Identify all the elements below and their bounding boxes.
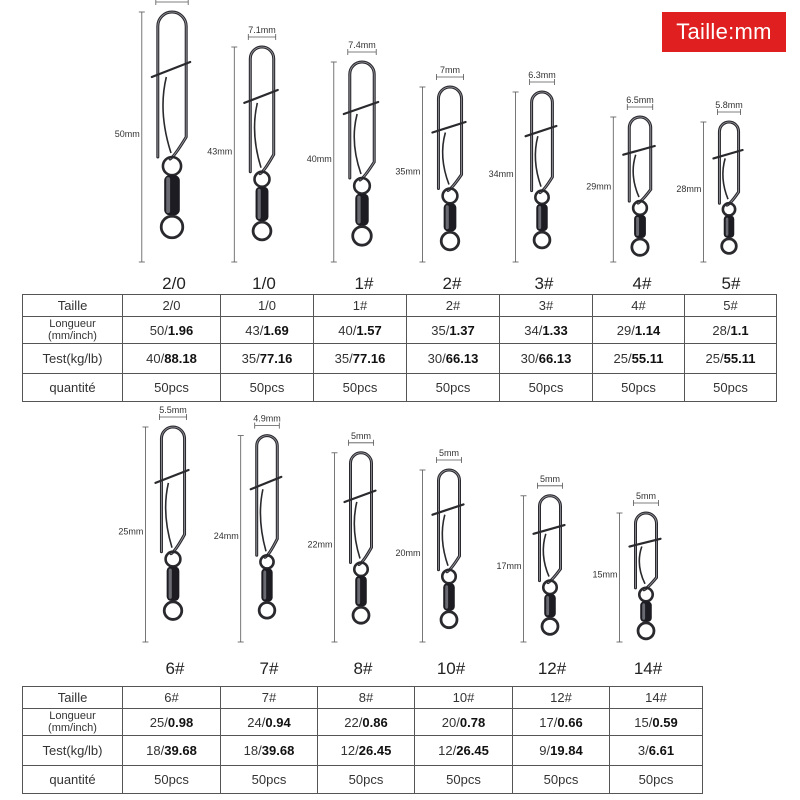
width-dimension	[349, 431, 374, 446]
width-dimension	[348, 40, 376, 55]
size-label: 8#	[353, 659, 373, 678]
length-cell: 35/1.37	[407, 317, 500, 344]
test-cell: 12/26.45	[415, 736, 513, 766]
header-longueur: Longueur (mm/inch)	[23, 709, 123, 736]
width-dimension	[156, 0, 188, 5]
header-taille: Taille	[23, 295, 123, 317]
length-label: 17mm	[496, 560, 522, 571]
size-label: 2#	[442, 274, 462, 293]
quantity-cell: 50pcs	[123, 374, 221, 402]
width-label: 5mm	[439, 448, 459, 458]
length-cell: 34/1.33	[500, 317, 593, 344]
quantity-cell: 50pcs	[610, 766, 703, 794]
width-label: 5.8mm	[715, 100, 743, 110]
test-cell: 25/55.11	[685, 344, 777, 374]
width-dimension	[436, 65, 463, 80]
spec-table-1	[22, 294, 777, 402]
snap-swivel-icon	[345, 453, 376, 623]
quantity-cell: 50pcs	[593, 374, 685, 402]
header-quantite: quantité	[23, 766, 123, 794]
snap-swivel-icon	[526, 92, 557, 248]
width-label: 7mm	[440, 65, 460, 75]
size-label: 12#	[537, 659, 567, 678]
row-quantite	[23, 766, 703, 794]
length-label: 35mm	[395, 166, 421, 177]
quantity-cell: 50pcs	[415, 766, 513, 794]
size-cell: 6#	[123, 687, 221, 709]
size-cell: 14#	[610, 687, 703, 709]
width-label: 4.9mm	[253, 413, 281, 424]
size-cell: 5#	[685, 295, 777, 317]
size-cell: 4#	[593, 295, 685, 317]
length-label: 20mm	[395, 548, 421, 558]
snap-swivel-icon	[244, 47, 277, 240]
length-label: 40mm	[306, 154, 332, 164]
quantity-cell: 50pcs	[500, 374, 593, 402]
width-dimension	[715, 100, 743, 115]
size-label: 7#	[259, 659, 279, 678]
length-dimension	[307, 453, 337, 642]
width-dimension	[248, 25, 276, 40]
header-test: Test(kg/lb)	[23, 736, 123, 766]
row-longueur	[23, 709, 703, 736]
length-cell: 43/1.69	[221, 317, 314, 344]
length-cell: 17/0.66	[513, 709, 610, 736]
quantity-cell: 50pcs	[513, 766, 610, 794]
quantity-cell: 50pcs	[123, 766, 221, 794]
width-label: 5mm	[540, 473, 560, 484]
size-label: 10#	[436, 659, 466, 678]
width-label: 5mm	[351, 430, 371, 441]
header-longueur: Longueur (mm/inch)	[23, 317, 123, 344]
quantity-cell: 50pcs	[685, 374, 777, 402]
row1-swivels	[115, 0, 743, 293]
row2-swivels	[118, 405, 662, 678]
width-label: 5mm	[636, 491, 656, 501]
test-cell: 40/88.18	[123, 344, 221, 374]
length-dimension	[496, 496, 526, 642]
length-dimension	[676, 122, 706, 262]
length-label: 28mm	[676, 184, 702, 194]
length-cell: 29/1.14	[593, 317, 685, 344]
test-cell: 18/39.68	[123, 736, 221, 766]
row-taille	[23, 295, 777, 317]
length-cell: 22/0.86	[318, 709, 415, 736]
snap-swivel-icon	[534, 496, 565, 635]
length-label: 24mm	[213, 530, 239, 541]
length-cell: 15/0.59	[610, 709, 703, 736]
test-cell: 12/26.45	[318, 736, 415, 766]
test-cell: 25/55.11	[593, 344, 685, 374]
snap-swivel-icon	[344, 62, 378, 245]
size-cell: 12#	[513, 687, 610, 709]
length-dimension	[395, 87, 425, 262]
snap-swivel-icon	[251, 436, 282, 619]
unit-badge: Taille:mm	[662, 12, 786, 52]
width-label: 5.5mm	[159, 405, 187, 415]
length-label: 25mm	[118, 526, 144, 537]
header-test: Test(kg/lb)	[23, 344, 123, 374]
length-dimension	[489, 92, 519, 262]
length-cell: 24/0.94	[221, 709, 318, 736]
length-cell: 50/1.96	[123, 317, 221, 344]
width-dimension	[538, 474, 563, 489]
quantity-cell: 50pcs	[221, 766, 318, 794]
length-dimension	[586, 117, 616, 262]
test-cell: 35/77.16	[221, 344, 314, 374]
row-test	[23, 344, 777, 374]
snap-swivel-icon	[155, 427, 188, 619]
length-label: 34mm	[488, 169, 514, 179]
size-cell: 1/0	[221, 295, 314, 317]
test-cell: 35/77.16	[314, 344, 407, 374]
quantity-cell: 50pcs	[314, 374, 407, 402]
test-cell: 3/6.61	[610, 736, 703, 766]
length-cell: 20/0.78	[415, 709, 513, 736]
width-dimension	[626, 95, 654, 110]
snap-swivel-icon	[152, 12, 190, 238]
quantity-cell: 50pcs	[407, 374, 500, 402]
size-cell: 7#	[221, 687, 318, 709]
width-dimension	[528, 70, 556, 85]
size-cell: 2/0	[123, 295, 221, 317]
spec-table-2	[22, 686, 703, 794]
size-label: 14#	[633, 659, 663, 678]
length-dimension	[207, 47, 237, 262]
width-label: 7.1mm	[248, 25, 276, 35]
snap-swivel-icon	[432, 87, 465, 250]
test-cell: 30/66.13	[500, 344, 593, 374]
row-longueur	[23, 317, 777, 344]
size-label: 4#	[632, 274, 652, 293]
size-label: 2/0	[162, 274, 186, 293]
length-label: 15mm	[592, 569, 618, 580]
test-cell: 9/19.84	[513, 736, 610, 766]
length-dimension	[115, 12, 145, 262]
size-cell: 10#	[415, 687, 513, 709]
size-cell: 3#	[500, 295, 593, 317]
snap-swivel-icon	[630, 513, 661, 639]
width-label: 6.3mm	[528, 70, 556, 80]
quantity-cell: 50pcs	[318, 766, 415, 794]
size-label: 1#	[354, 274, 374, 293]
quantity-cell: 50pcs	[221, 374, 314, 402]
size-label: 3#	[534, 274, 554, 293]
size-cell: 2#	[407, 295, 500, 317]
length-label: 43mm	[207, 146, 233, 157]
width-dimension	[437, 448, 462, 463]
length-cell: 28/1.1	[685, 317, 777, 344]
size-cell: 1#	[314, 295, 407, 317]
width-label: 7.4mm	[348, 40, 376, 50]
length-label: 22mm	[307, 539, 333, 550]
size-label: 1/0	[252, 274, 276, 293]
size-label: 6#	[165, 659, 185, 678]
test-cell: 18/39.68	[221, 736, 318, 766]
length-dimension	[118, 427, 148, 642]
width-dimension	[634, 491, 659, 506]
length-label: 50mm	[114, 129, 140, 139]
header-quantite: quantité	[23, 374, 123, 402]
width-dimension	[253, 414, 281, 429]
length-cell: 40/1.57	[314, 317, 407, 344]
row-test	[23, 736, 703, 766]
length-dimension	[592, 513, 622, 642]
length-label: 29mm	[586, 181, 612, 192]
length-dimension	[307, 62, 337, 262]
width-dimension	[159, 405, 187, 420]
header-taille: Taille	[23, 687, 123, 709]
test-cell: 30/66.13	[407, 344, 500, 374]
length-dimension	[214, 436, 244, 642]
size-label: 5#	[721, 274, 741, 293]
width-label: 6.5mm	[626, 95, 654, 105]
row-taille	[23, 687, 703, 709]
row-quantite	[23, 374, 777, 402]
length-dimension	[395, 470, 425, 642]
snap-swivel-icon	[433, 470, 464, 628]
snap-swivel-icon	[623, 117, 654, 255]
snap-swivel-icon	[713, 122, 742, 253]
size-cell: 8#	[318, 687, 415, 709]
length-cell: 25/0.98	[123, 709, 221, 736]
